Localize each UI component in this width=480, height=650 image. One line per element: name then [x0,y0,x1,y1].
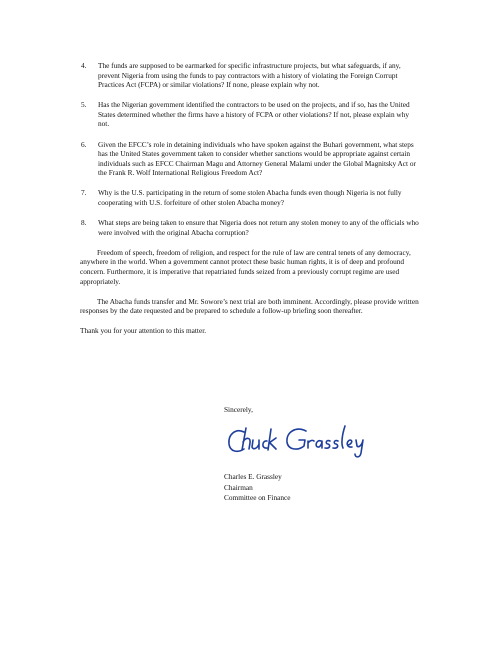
question-text: Has the Nigerian government identified the contractors to be used on the projects, and if so, has the United States determined whether the firms have a history of FCPA or other violations? If not, please explain why not. [98,100,410,129]
question-number: 6. [81,139,87,149]
signer-title: Chairman [224,482,253,492]
body-paragraph: The Abacha funds transfer and Mr. Sowore’s next trial are both imminent. Accordingly, please provide written responses by the date requested and be prepared to schedule a follow-up briefing soon thereafter. [80,296,419,316]
handwritten-signature [224,420,374,462]
question-item [80,218,420,237]
question-number: 5. [81,100,87,110]
signer-block [224,472,290,504]
question-text: Why is the U.S. participating in the return of some stolen Abacha funds even though Nigeria is not fully cooperating with U.S. forfeiture of other stolen Abacha money? [98,188,402,208]
question-number: 7. [81,188,87,198]
question-item [80,61,420,90]
question-number: 8. [81,218,87,228]
letter-body [80,61,420,346]
signer-name: Charles E. Grassley [224,472,282,481]
body-paragraph: Freedom of speech, freedom of religion, and respect for the rule of law are central tenets of any democracy, anywhere in the world. When a government cannot protect these basic human rights, it is of deep and profound concern. Furthermore, it is imperative that repatriated funds seized from a previously corrupt regime are used appropriately. [80,247,411,286]
signer-committee: Committee on Finance [224,493,291,502]
question-text: The funds are supposed to be earmarked for specific infrastructure projects, but what safeguards, if any, prevent Nigeria from using the funds to pay contractors with a history of violating the Foreign Corrupt Practices Act (FCPA) or similar violations? If none, please explain why not. [98,61,401,90]
thanks-line: Thank you for your attention to this matter. [80,326,207,336]
closing-salutation: Sincerely, [224,405,253,414]
question-item [80,140,420,178]
question-item [80,188,420,207]
question-text: Given the EFCC’s role in detaining individuals who have spoken against the Buhari government, what steps has the United States government taken to consider whether sanctions would be appropriate against certain individuals such as EFCC Chairman Magu and Attorney General Malami under the Global Magnitsky Act or the Frank R. Wolf International Religious Freedom Act? [98,139,416,178]
question-text: What steps are being taken to ensure that Nigeria does not return any stolen money to any of the officials who were involved with the original Abacha corruption? [98,218,419,237]
question-number: 4. [81,61,87,70]
question-item [80,100,420,129]
